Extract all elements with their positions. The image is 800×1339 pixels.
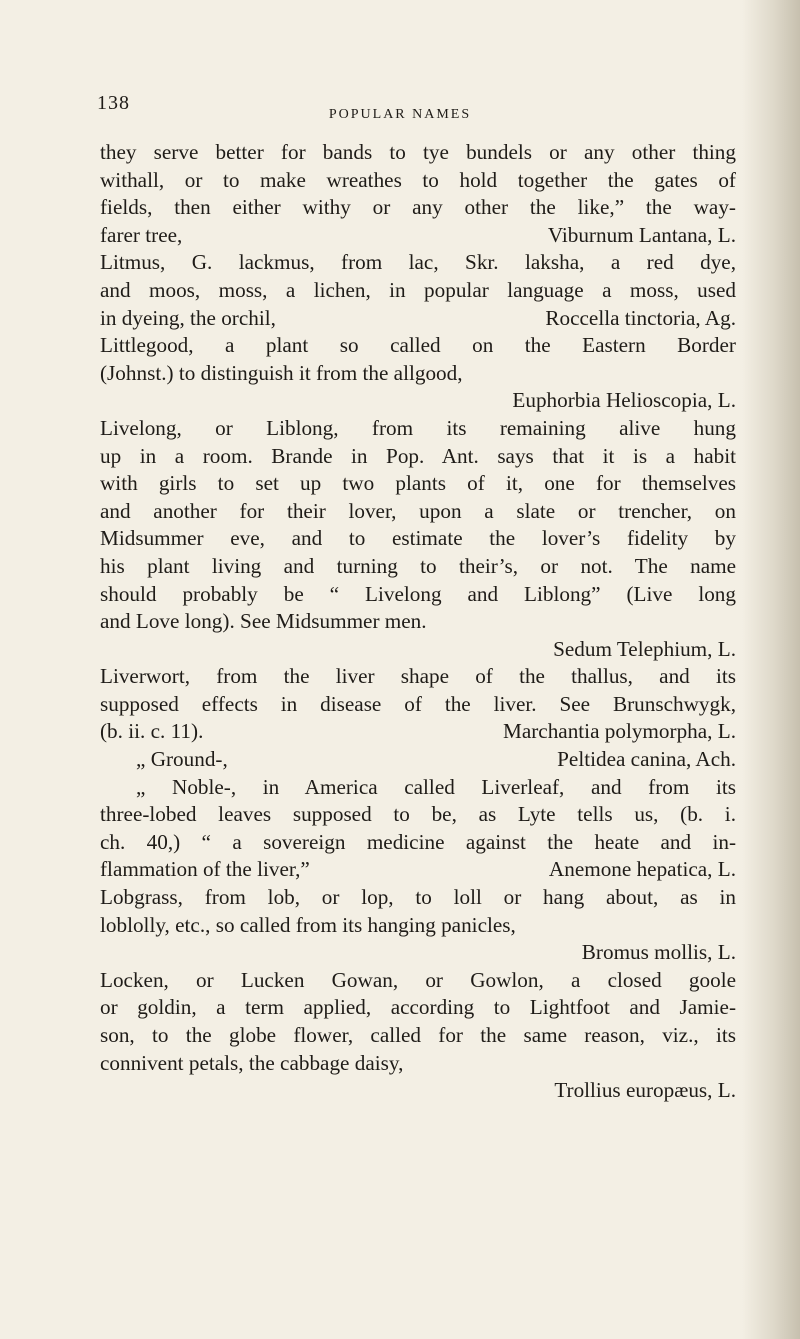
text-line: Midsummer eve, and to estimate the lover’s fidelity by <box>100 526 736 551</box>
botanical-name: Anemone hepatica, L. <box>548 857 736 882</box>
botanical-name: Bromus mollis, L. <box>581 940 736 965</box>
text-line: loblolly, etc., so called from its hanging panicles, <box>100 912 516 937</box>
botanical-name: Trollius europæus, L. <box>554 1078 736 1103</box>
botanical-name: Viburnum Lantana, L. <box>547 222 736 247</box>
text-line: ch. 40,) “ a sovereign medicine against the heate and in- <box>100 829 736 854</box>
entry-littlegood: Littlegood, a plant so called on the Eastern Border <box>100 333 736 358</box>
text-line-with-name <box>100 222 736 250</box>
botanical-name: Sedum Telephium, L. <box>553 636 736 661</box>
text-line: and moos, moss, a lichen, in popular language a moss, used <box>100 277 736 302</box>
entry-text: flammation of the liver,” <box>100 857 310 882</box>
text-line: should probably be “ Livelong and Liblong” (Live long <box>100 581 736 606</box>
running-head: POPULAR NAMES <box>328 107 472 122</box>
text-line: „ Noble-, in America called Liverleaf, and from its <box>136 774 736 799</box>
text-line: and Love long). See Midsummer men. <box>100 609 427 634</box>
text-line: (Johnst.) to distinguish it from the allgood, <box>100 360 463 385</box>
entry-text: farer tree, <box>100 222 183 247</box>
entry-liverwort: Liverwort, from the liver shape of the thallus, and its <box>100 664 736 689</box>
text-line: up in a room. Brande in Pop. Ant. says that it is a habit <box>100 443 736 468</box>
body-text <box>100 139 736 1105</box>
text-line: withall, or to make wreathes to hold together the gates of <box>100 167 736 192</box>
page-edge-shadow <box>742 0 800 1339</box>
text-line: connivent petals, the cabbage daisy, <box>100 1050 404 1075</box>
text-line: and another for their lover, upon a slate or trencher, on <box>100 498 736 523</box>
botanical-name: Roccella tinctoria, Ag. <box>545 305 736 330</box>
text-line-with-name <box>100 746 736 774</box>
text-line-with-name <box>100 305 736 333</box>
entry-locken: Locken, or Lucken Gowan, or Gowlon, a closed goole <box>100 967 736 992</box>
text-line: supposed effects in disease of the liver. See Brunschwygk, <box>100 691 736 716</box>
botanical-name: Peltidea canina, Ach. <box>557 747 736 772</box>
text-line-with-name <box>100 718 736 746</box>
entry-text: „ Ground-, <box>136 747 228 772</box>
text-line: three-lobed leaves supposed to be, as Lyte tells us, (b. i. <box>100 802 736 827</box>
page-number: 138 <box>97 92 130 114</box>
text-line: his plant living and turning to their’s, or not. The name <box>100 553 736 578</box>
entry-text: (b. ii. c. 11). <box>100 719 204 744</box>
entry-text: in dyeing, the orchil, <box>100 305 276 330</box>
text-line-with-name <box>100 856 736 884</box>
botanical-name: Euphorbia Helioscopia, L. <box>512 388 736 413</box>
text-line: or goldin, a term applied, according to Lightfoot and Jamie- <box>100 995 736 1020</box>
text-line: with girls to set up two plants of it, one for themselves <box>100 471 736 496</box>
text-line: fields, then either withy or any other the like,” the way- <box>100 195 736 220</box>
text-line: they serve better for bands to tye bundels or any other thing <box>100 140 736 164</box>
botanical-name: Marchantia polymorpha, L. <box>503 719 736 744</box>
text-line: son, to the globe flower, called for the same reason, viz., its <box>100 1023 736 1047</box>
entry-livelong: Livelong, or Liblong, from its remaining alive hung <box>100 415 736 440</box>
entry-litmus: Litmus, G. lackmus, from lac, Skr. laksha, a red dye, <box>100 250 736 275</box>
entry-lobgrass: Lobgrass, from lob, or lop, to loll or hang about, as in <box>100 885 736 910</box>
